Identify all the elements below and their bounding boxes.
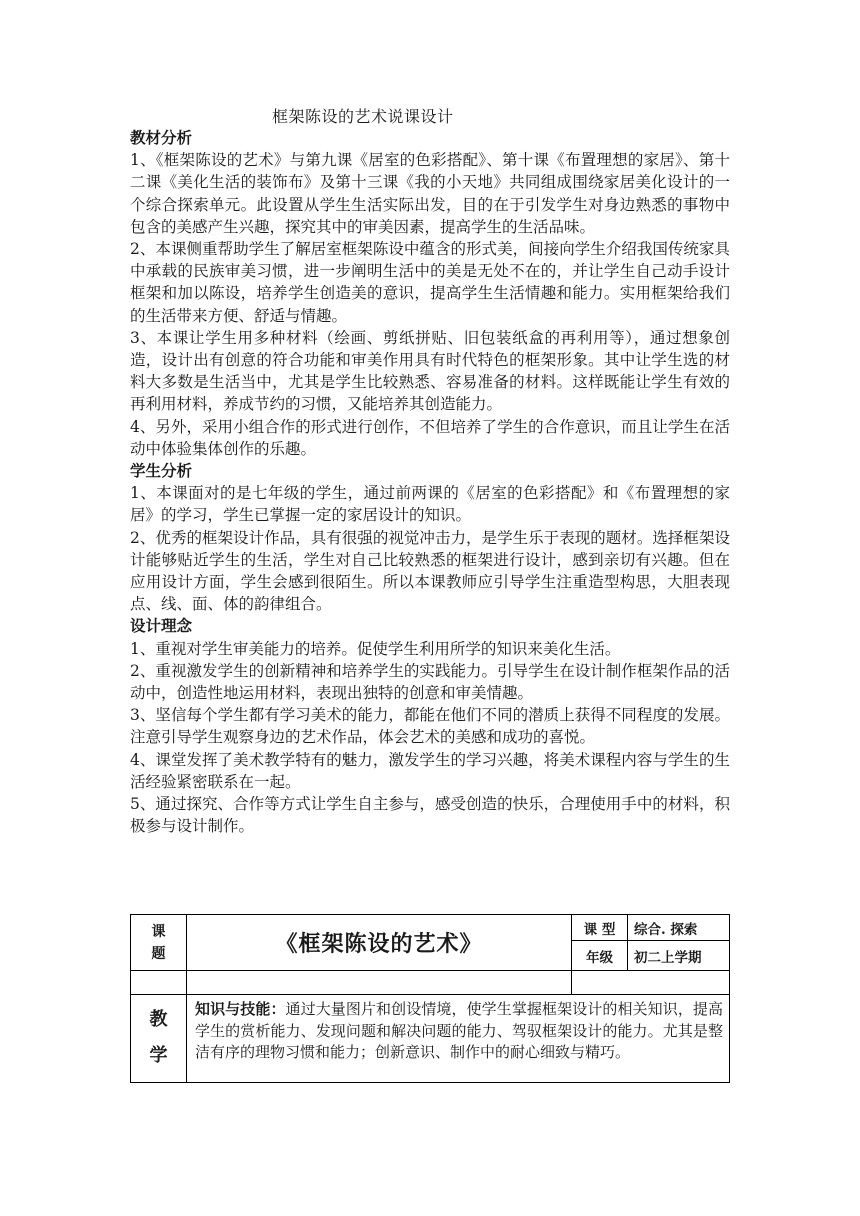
paragraph: 2、重视激发学生的创新精神和培养学生的实践能力。引导学生在设计制作框架作品的活动中，创造性地运用材料，表现出独特的创意和审美情趣。 (130, 661, 730, 703)
paragraph: 3、本课让学生用多种材料（绘画、剪纸拼贴、旧包装纸盒的再利用等），通过想象创造，设计出有创意的符合功能和审美作用具有时代特色的框架形象。其中让学生选的材料大多数是生活当中，尤其是学生比较熟悉、容易准备的材料。这样既能让学生有效的再利用材料，养成节约的习惯，又能培养其创造能力。 (130, 328, 730, 414)
paragraph: 1、重视对学生审美能力的培养。促使学生利用所学的知识来美化生活。 (130, 639, 621, 658)
topic-label: 课 (151, 923, 166, 940)
paragraph: 1、《框架陈设的艺术》与第九课《居室的色彩搭配》、第十课《布置理想的家居》、第十二课《美化生活的装饰布》及第十三课《我的小天地》共同组成围绕家居美化设计的一个综合探索单元。此设置从学生生活实际出发，目的在于引发学生对身边熟悉的事物中包含的美感产生兴趣，探究其中的审美因素，提高学生的生活品味。 (130, 151, 730, 236)
paragraph: 5、通过探究、合作等方式让学生自主参与，感受创造的快乐，合理使用手中的材料，积极参与设计制作。 (130, 795, 730, 836)
type-label: 课 型 (572, 915, 628, 941)
empty-cell (187, 971, 572, 995)
skills-label: 知识与技能： (195, 1000, 286, 1018)
paragraph: 2、本课侧重帮助学生了解居室框架陈设中蕴含的形式美，间接向学生介绍我国传统家具中承载的民族审美习惯，进一步阐明生活中的美是无处不在的，并让学生自己动手设计框架和加以陈设，培养学生创造美的意识，提高学生生活情趣和能力。实用框架给我们的生活带来方便、舒适与情趣。 (130, 240, 730, 325)
topic-label: 题 (151, 945, 166, 962)
lesson-info-table (130, 914, 730, 1083)
grade-label: 年级 (572, 941, 628, 971)
paragraph: 4、课堂发挥了美术教学特有的魅力，激发学生的学习兴趣，将美术课程内容与学生的生活经验紧密联系在一起。 (130, 750, 730, 791)
empty-cell (572, 971, 730, 995)
section-heading: 学生分析 (130, 461, 193, 481)
skills-text: 通过大量图片和创设情境，使学生掌握框架设计的相关知识，提高学生的赏析能力、发现问题和解决问题的能力、驾驭框架设计的能力。尤其是整洁有序的理物习惯和能力；创新意识、制作中的耐心细致与精巧。 (195, 1000, 724, 1061)
paragraph: 3、坚信每个学生都有学习美术的能力，都能在他们不同的潜质上获得不同程度的发展。注意引导学生观察身边的艺术作品，体会艺术的美感和成功的喜悦。 (130, 706, 730, 747)
teaching-goals-cell (187, 995, 730, 1083)
paragraph: 4、另外，采用小组合作的形式进行创作，不但培养了学生的合作意识，而且让学生在活动中体验集体创作的乐趣。 (130, 417, 730, 458)
teaching-label: 学 (149, 1045, 168, 1067)
empty-cell (131, 971, 187, 995)
paragraph: 2、优秀的框架设计作品，具有很强的视觉冲击力，是学生乐于表现的题材。选择框架设计能够贴近学生的生活，学生对自己比较熟悉的框架进行设计，感到亲切有兴趣。但在应用设计方面，学生会感到很陌生。所以本课教师应引导学生注重造型构思，大胆表现点、线、面、体的韵律组合。 (130, 528, 730, 614)
lesson-title: 《框架陈设的艺术》 (187, 915, 572, 971)
teaching-label-cell (131, 995, 187, 1083)
document-body (130, 127, 730, 838)
section-heading: 设计理念 (130, 616, 193, 636)
teaching-label: 教 (149, 1009, 168, 1031)
document-title: 框架陈设的艺术说课设计 (272, 107, 454, 126)
section-heading: 教材分析 (130, 128, 193, 147)
type-value: 综合. 探索 (628, 915, 730, 941)
paragraph: 1、本课面对的是七年级的学生，通过前两课的《居室的色彩搭配》和《布置理想的家居》的学习，学生已掌握一定的家居设计的知识。 (130, 484, 730, 525)
topic-label-cell (131, 915, 187, 971)
grade-value: 初二上学期 (628, 941, 730, 971)
